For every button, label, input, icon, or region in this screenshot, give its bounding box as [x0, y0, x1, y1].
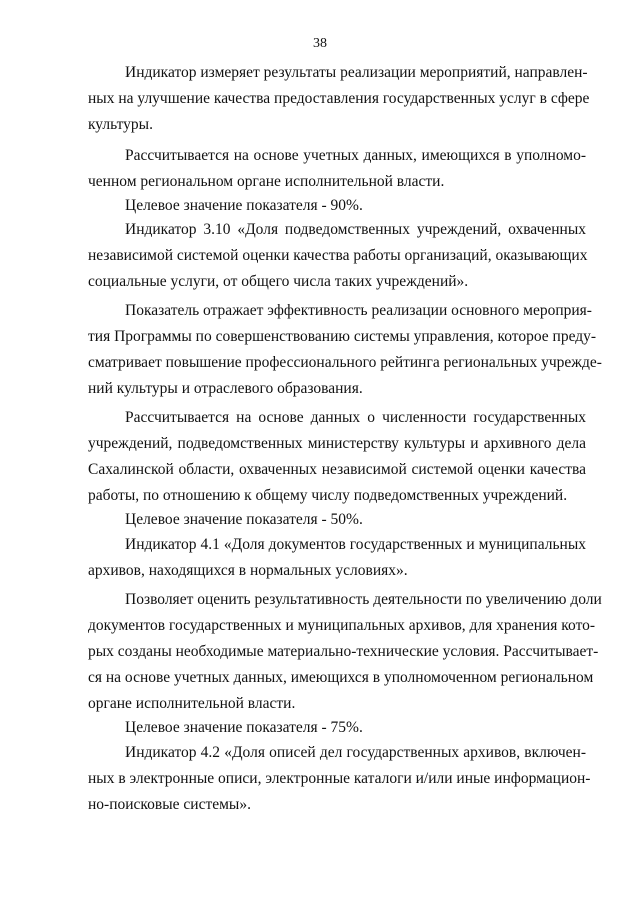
text-line: социальные услуги, от общего числа таких учреждений». — [88, 273, 469, 290]
text-line: Индикатор 3.10 «Доля подведомственных учреждений, охваченных — [125, 221, 586, 238]
text-line: Рассчитывается на основе данных о численности государственных — [125, 409, 586, 426]
text-line: учреждений, подведомственных министерству культуры и архивного дела — [88, 435, 586, 452]
text-line: но-поисковые системы». — [88, 796, 251, 813]
text-line: органе исполнительной власти. — [88, 695, 296, 712]
text-line: Индикатор 4.2 «Доля описей дел государственных архивов, включен- — [125, 744, 586, 761]
text-line: Индикатор измеряет результаты реализации мероприятий, направлен- — [125, 64, 588, 81]
text-line: Целевое значение показателя - 50%. — [125, 511, 363, 528]
text-line: ченном региональном органе исполнительной власти. — [88, 173, 445, 190]
text-line: Сахалинской области, охваченных независимой системой оценки качества — [88, 461, 586, 478]
text-line: сматривает повышение профессионального рейтинга региональных учрежде- — [88, 354, 602, 371]
text-line: ний культуры и отраслевого образования. — [88, 380, 363, 397]
text-line: документов государственных и муниципальных архивов, для хранения кото- — [88, 617, 596, 634]
text-line: архивов, находящихся в нормальных условиях». — [88, 562, 408, 579]
text-line: независимой системой оценки качества работы организаций, оказывающих — [88, 247, 588, 264]
text-line: Показатель отражает эффективность реализации основного мероприя- — [125, 302, 592, 319]
text-line: Индикатор 4.1 «Доля документов государственных и муниципальных — [125, 536, 586, 553]
text-line: ся на основе учетных данных, имеющихся в уполномоченном региональном — [88, 669, 594, 686]
text-line: Целевое значение показателя - 75%. — [125, 719, 363, 736]
page-number: 38 — [313, 36, 327, 51]
text-line: Позволяет оценить результативность деятельности по увеличению доли — [125, 591, 602, 608]
text-line: ных на улучшение качества предоставления государственных услуг в сфере — [88, 90, 590, 107]
text-line: тия Программы по совершенствованию системы управления, которое преду- — [88, 328, 597, 345]
text-line: культуры. — [88, 116, 153, 133]
text-line: Рассчитывается на основе учетных данных, имеющихся в уполномо- — [125, 147, 586, 164]
text-line: ных в электронные описи, электронные каталоги и/или иные информацион- — [88, 770, 591, 787]
text-line: Целевое значение показателя - 90%. — [125, 197, 363, 214]
text-line: работы, по отношению к общему числу подведомственных учреждений. — [88, 487, 568, 504]
text-line: рых созданы необходимые материально-технические условия. Рассчитывает- — [88, 643, 599, 660]
